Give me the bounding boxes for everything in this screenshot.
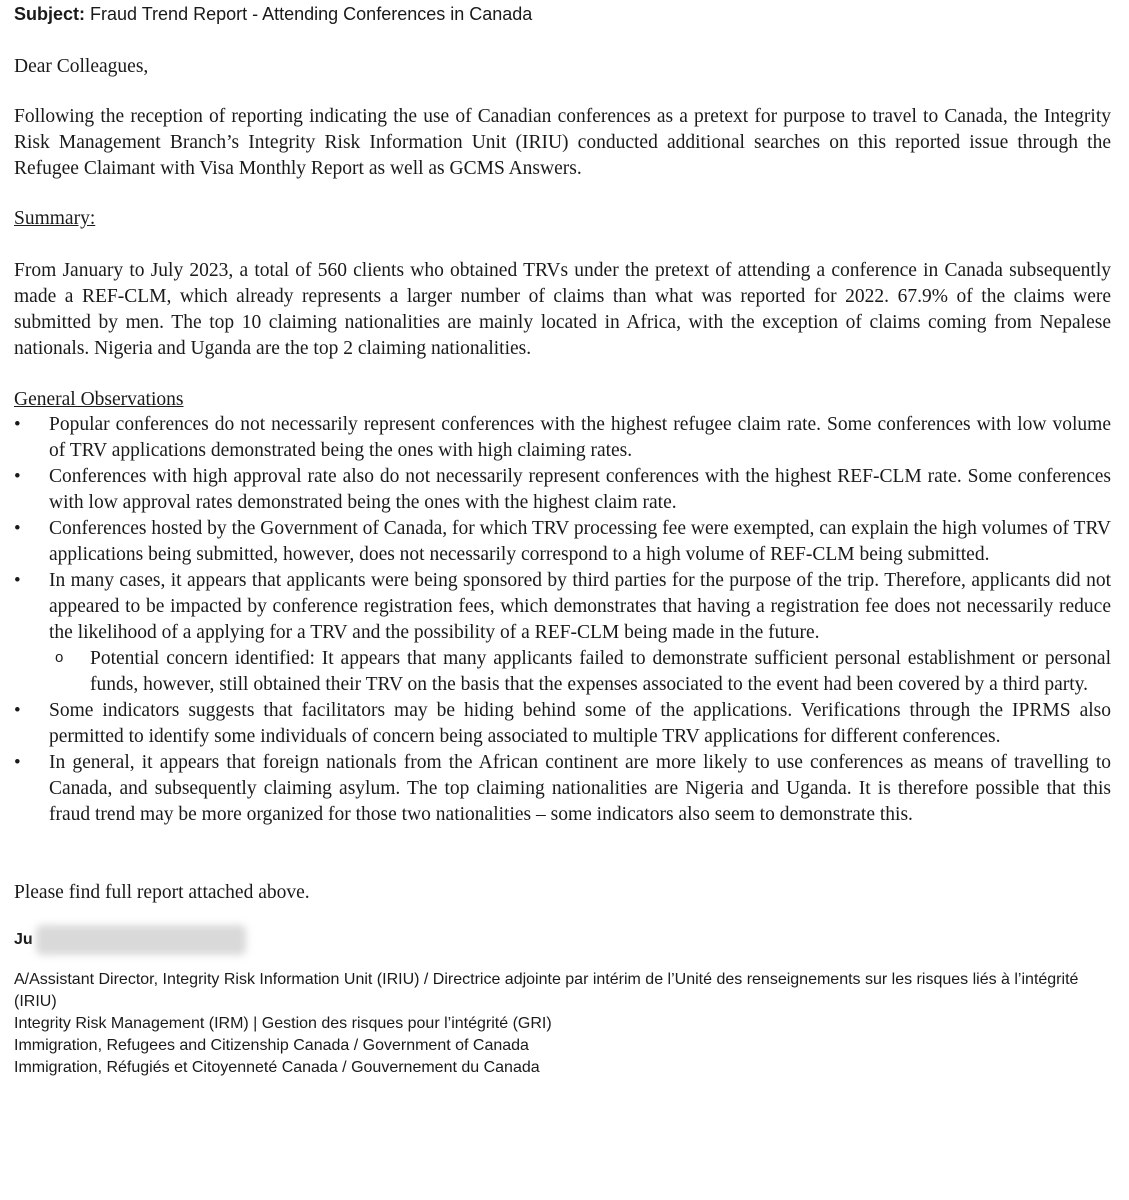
list-item bbox=[14, 750, 1111, 828]
subject-label: Subject: bbox=[14, 4, 86, 24]
closing-line: Please find full report attached above. bbox=[14, 882, 310, 903]
observation-text: In many cases, it appears that applicants were being sponsored by third parties for the purpose of the trip. Therefore, applicants did not appeared to be impacted by conference registration fees, which demonstrates that having a registration fee does not necessarily reduce the likelihood of a applying for a TRV and the possibility of a REF-CLM being made in the future. bbox=[49, 570, 1111, 643]
summary-heading: Summary: bbox=[14, 208, 96, 229]
sub-list-item bbox=[49, 646, 1111, 698]
observation-text: In general, it appears that foreign nationals from the African continent are more likely to use conferences as means of travelling to Canada, and subsequently claiming asylum. The top claiming nationalities are Nigeria and Uganda. It is therefore possible that this fraud trend may be more organized for those two nationalities – some indicators also seem to demonstrate this. bbox=[49, 752, 1111, 825]
list-item bbox=[14, 516, 1111, 568]
subject-line bbox=[14, 2, 1111, 26]
observations-list bbox=[14, 412, 1111, 828]
list-item bbox=[14, 568, 1111, 698]
observation-text: Conferences hosted by the Government of Canada, for which TRV processing fee were exempted, can explain the high volumes of TRV applications being submitted, however, does not necessarily correspond to a high volume of REF-CLM being submitted. bbox=[49, 518, 1111, 565]
signature-branch: Integrity Risk Management (IRM) | Gestion des risques pour l’intégrité (GRI) bbox=[14, 1015, 552, 1032]
signature-department-fr: Immigration, Réfugiés et Citoyenneté Canada / Gouvernement du Canada bbox=[14, 1059, 540, 1076]
observation-text: Popular conferences do not necessarily represent conferences with the highest refugee claim rate. Some conferences with low volume of TRV applications demonstrated being the ones with high claiming rates. bbox=[49, 414, 1111, 461]
summary-paragraph: From January to July 2023, a total of 560 clients who obtained TRVs under the pretext of attending a conference in Canada subsequently made a REF-CLM, which already represents a larger number of claims than what was reported for 2022. 67.9% of the claims were submitted by men. The top 10 claiming nationalities are mainly located in Africa, with the exception of claims coming from Nepalese nationals. Nigeria and Uganda are the top 2 claiming nationalities. bbox=[14, 260, 1111, 359]
signature-department-en: Immigration, Refugees and Citizenship Canada / Government of Canada bbox=[14, 1037, 529, 1054]
email-body bbox=[14, 0, 1111, 1079]
signature-title: A/Assistant Director, Integrity Risk Information Unit (IRIU) / Directrice adjointe par intérim de l’Unité des renseignements sur les risques liés à l’intégrité (IRIU) bbox=[14, 971, 1079, 1010]
list-item bbox=[14, 698, 1111, 750]
sub-observations-list bbox=[49, 646, 1111, 698]
signature-lines bbox=[14, 969, 1111, 1079]
signature-name-visible: Ju bbox=[14, 931, 33, 948]
greeting: Dear Colleagues, bbox=[14, 56, 149, 77]
observation-text: Conferences with high approval rate also do not necessarily represent conferences with the highest REF-CLM rate. Some conferences with low approval rates demonstrated being the ones with the highest claim rate. bbox=[49, 466, 1111, 513]
observations-heading: General Observations bbox=[14, 389, 184, 410]
observation-text: Some indicators suggests that facilitators may be hiding behind some of the applications. Verifications through the IPRMS also permitted to identify some individuals of concern being associated to multiple TRV applications for different conferences. bbox=[49, 700, 1111, 747]
list-item bbox=[14, 412, 1111, 464]
list-item bbox=[14, 464, 1111, 516]
subject-text: Fraud Trend Report - Attending Conferences in Canada bbox=[90, 4, 533, 24]
signature-block bbox=[14, 925, 1111, 1079]
intro-paragraph: Following the reception of reporting indicating the use of Canadian conferences as a pretext for purpose to travel to Canada, the Integrity Risk Management Branch’s Integrity Risk Information Unit (IRIU) conducted additional searches on this reported issue through the Refugee Claimant with Visa Monthly Report as well as GCMS Answers. bbox=[14, 106, 1111, 179]
sub-observation-text: Potential concern identified: It appears that many applicants failed to demonstrate sufficient personal establishment or personal funds, however, still obtained their TRV on the basis that the expenses associated to the event had been covered by a third party. bbox=[90, 648, 1111, 695]
redaction-blur bbox=[36, 925, 246, 955]
signature-name bbox=[14, 925, 1111, 953]
